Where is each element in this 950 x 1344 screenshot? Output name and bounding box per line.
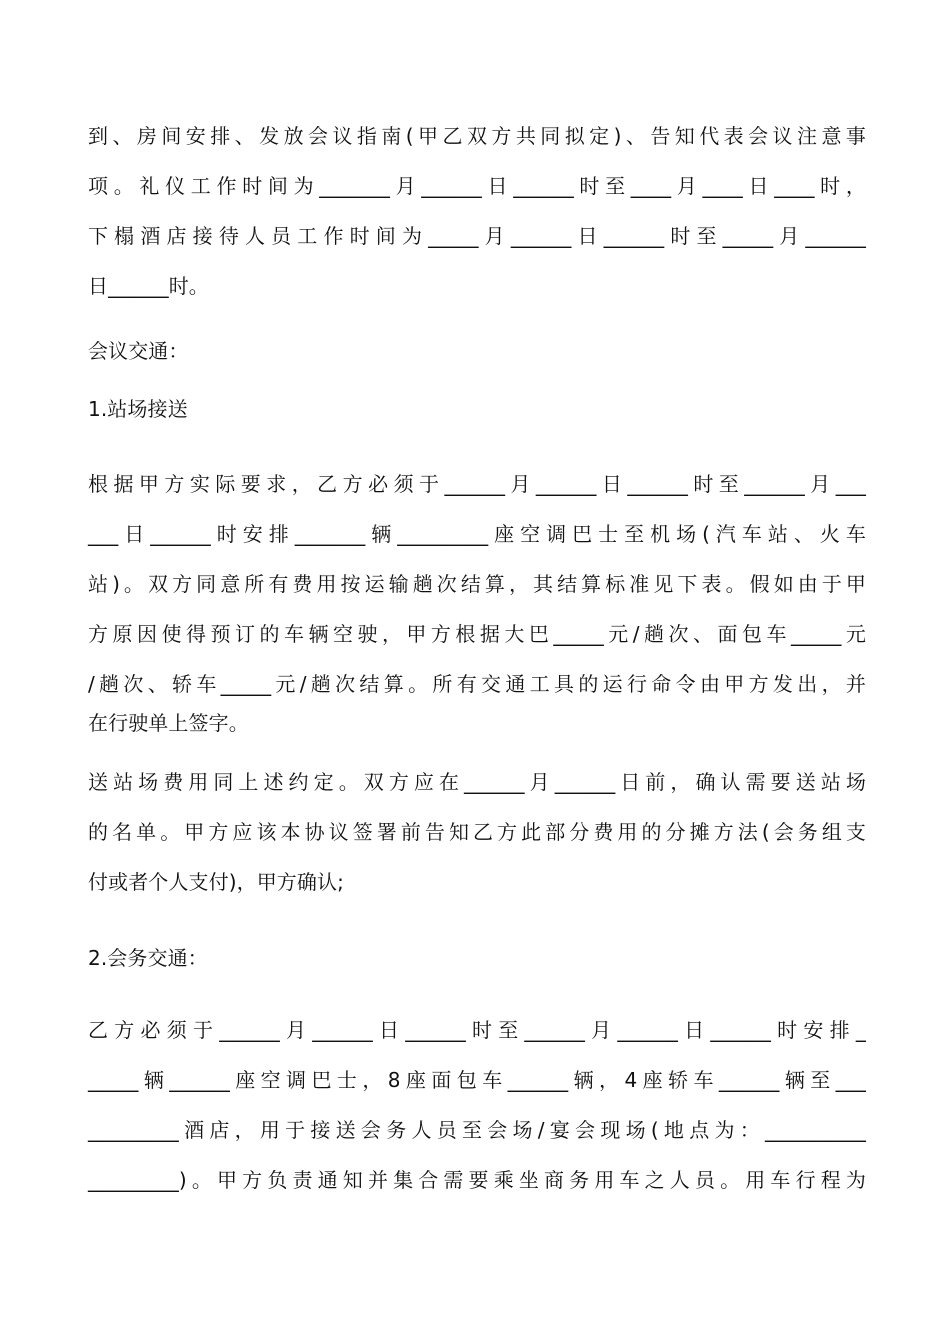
paragraph-line: 乙方必须于______月______日______时至______月______日______时安排_: [88, 1018, 866, 1042]
paragraph-line: _____辆______座空调巴士，8座面包车______辆，4座轿车______辆至___: [88, 1068, 866, 1092]
paragraph-line: 下榻酒店接待人员工作时间为_____月______日______时至_____月______: [88, 224, 866, 248]
paragraph-line: _________)。甲方负责通知并集合需要乘坐商务用车之人员。用车行程为: [88, 1168, 866, 1192]
paragraph-line: 项。礼仪工作时间为_______月______日______时至____月____日____时，: [88, 174, 866, 198]
paragraph-line: ___日______时安排_______辆_________座空调巴士至机场(汽车站、火车: [88, 522, 866, 546]
paragraph-line: 付或者个人支付)，甲方确认;: [88, 870, 344, 894]
paragraph-line: /趟次、轿车_____元/趟次结算。所有交通工具的运行命令由甲方发出，并: [88, 672, 866, 696]
paragraph-line: 到、房间安排、发放会议指南(甲乙双方共同拟定)、告知代表会议注意事: [88, 124, 866, 148]
paragraph-line: 在行驶单上签字。: [88, 711, 249, 735]
paragraph-line: 日______时。: [88, 274, 209, 298]
paragraph-line: 站)。双方同意所有费用按运输趟次结算，其结算标准见下表。假如由于甲: [88, 572, 866, 596]
paragraph-line: 根据甲方实际要求，乙方必须于______月______日______时至______月___: [88, 472, 866, 496]
subsection-heading: 2.会务交通：: [88, 946, 208, 970]
section-heading: 会议交通：: [88, 339, 189, 363]
subsection-heading: 1.站场接送: [88, 397, 188, 421]
paragraph-line: 送站场费用同上述约定。双方应在______月______日前，确认需要送站场: [88, 770, 866, 794]
paragraph-line: 的名单。甲方应该本协议签署前告知乙方此部分费用的分摊方法(会务组支: [88, 820, 866, 844]
paragraph-line: _________酒店，用于接送会务人员至会场/宴会现场(地点为：__________: [88, 1118, 866, 1142]
paragraph-line: 方原因使得预订的车辆空驶，甲方根据大巴_____元/趟次、面包车_____元: [88, 622, 866, 646]
